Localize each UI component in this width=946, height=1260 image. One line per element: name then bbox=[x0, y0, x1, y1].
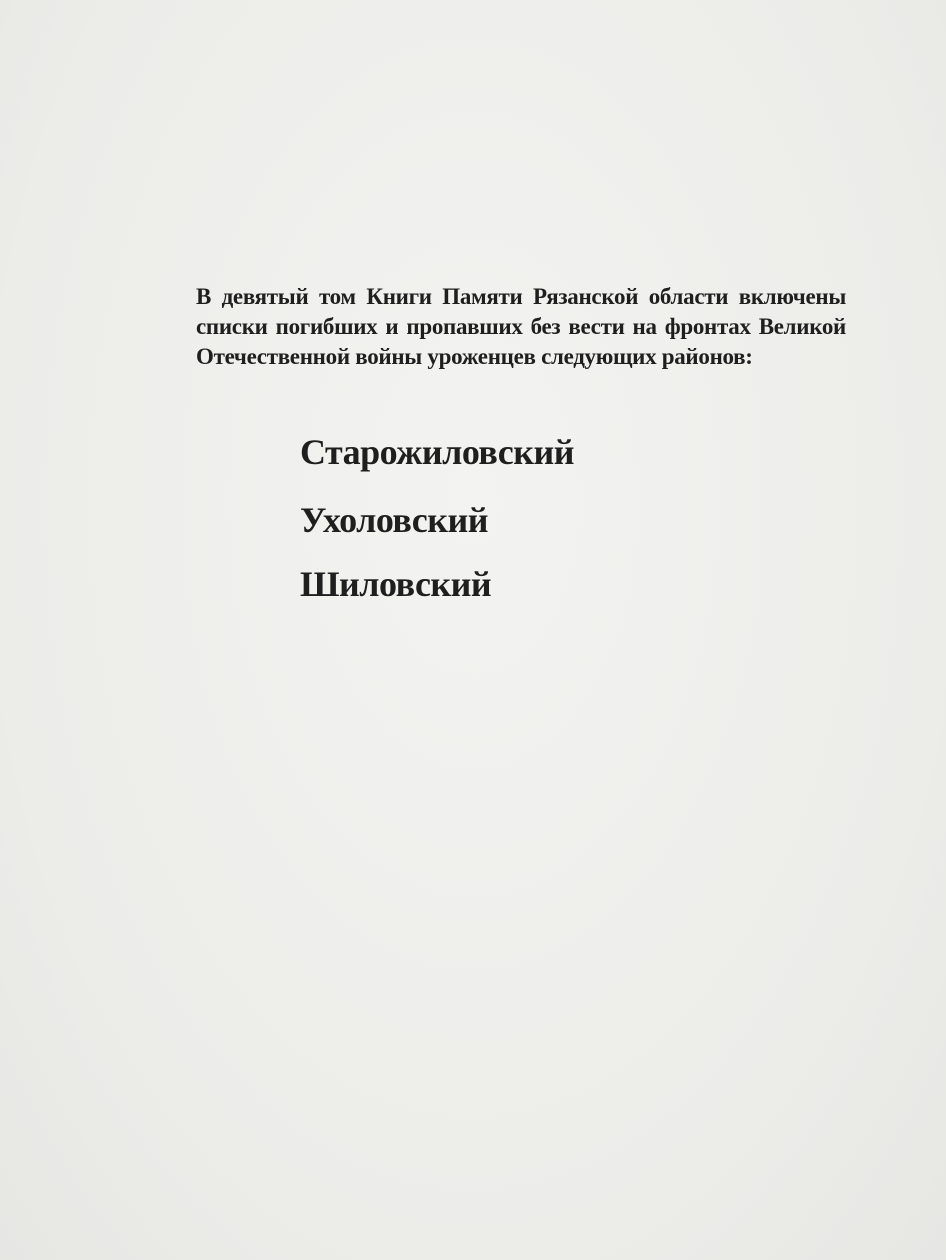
district-starozhilovsky: Старожиловский bbox=[300, 432, 575, 472]
district-ukholovsky: Ухоловский bbox=[300, 500, 489, 540]
district-shilovsky: Шиловский bbox=[300, 564, 492, 604]
intro-paragraph: В девятый том Книги Памяти Рязанской области включены списки погибших и пропавших без вести на фронтах Великой Отечественной войны уроженцев следующих районов: bbox=[196, 284, 846, 369]
